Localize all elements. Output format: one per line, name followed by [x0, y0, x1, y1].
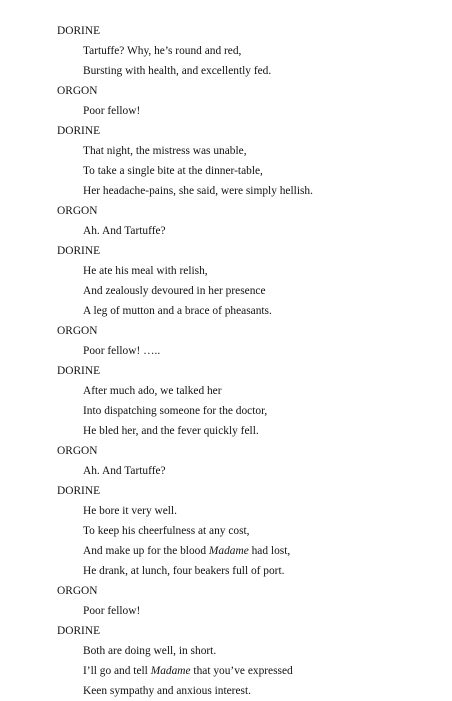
dialogue-line: [57, 221, 437, 241]
line-text: Ah. And Tartuffe?: [83, 225, 166, 237]
dialogue-line: [57, 521, 437, 541]
dialogue-line: [57, 141, 437, 161]
dialogue-line: [57, 281, 437, 301]
dialogue-line: [57, 61, 437, 81]
line-text: I’ll go and tell: [83, 665, 151, 677]
speaker-name: DORINE: [57, 245, 101, 257]
dialogue-line: [57, 261, 437, 281]
dialogue-line: [57, 641, 437, 661]
line-text: He drank, at lunch, four beakers full of port.: [83, 565, 285, 577]
dialogue-line: [57, 341, 437, 361]
line-text: Poor fellow!: [83, 605, 141, 617]
dialogue-line: [57, 41, 437, 61]
dialogue-line: [57, 101, 437, 121]
line-text: He bore it very well.: [83, 505, 177, 517]
line-text: Into dispatching someone for the doctor,: [83, 405, 268, 417]
line-text: After much ado, we talked her: [83, 385, 222, 397]
speaker-name: ORGON: [57, 85, 98, 97]
play-script: [57, 21, 437, 701]
dialogue-line: [57, 161, 437, 181]
line-text: He bled her, and the fever quickly fell.: [83, 425, 259, 437]
emphasized-text: Madame: [150, 665, 191, 677]
speaker-name: ORGON: [57, 585, 98, 597]
line-text: Her headache-pains, she said, were simply hellish.: [83, 185, 313, 197]
line-text: And make up for the blood: [83, 545, 209, 557]
line-text: Ah. And Tartuffe?: [83, 465, 166, 477]
line-text: Tartuffe? Why, he’s round and red,: [83, 45, 242, 57]
dialogue-line: [57, 421, 437, 441]
dialogue-line: [57, 381, 437, 401]
dialogue-line: [57, 501, 437, 521]
line-text: To take a single bite at the dinner-table,: [83, 165, 263, 177]
speaker-name: ORGON: [57, 205, 98, 217]
speaker-name: ORGON: [57, 325, 98, 337]
line-text: Bursting with health, and excellently fed.: [83, 65, 272, 77]
line-text: Keen sympathy and anxious interest.: [83, 685, 251, 697]
line-text: Both are doing well, in short.: [83, 645, 217, 657]
line-text: He ate his meal with relish,: [83, 265, 208, 277]
line-text: that you’ve expressed: [190, 665, 293, 677]
line-text: A leg of mutton and a brace of pheasants.: [83, 305, 272, 317]
speaker-name: ORGON: [57, 445, 98, 457]
line-text: had lost,: [248, 545, 291, 557]
emphasized-text: Madame: [208, 545, 249, 557]
speaker-name: DORINE: [57, 125, 101, 137]
dialogue-line: [57, 301, 437, 321]
dialogue-line: [57, 661, 437, 681]
speaker-name: DORINE: [57, 25, 101, 37]
dialogue-line: [57, 601, 437, 621]
dialogue-line: [57, 461, 437, 481]
line-text: To keep his cheerfulness at any cost,: [83, 525, 250, 537]
line-text: And zealously devoured in her presence: [83, 285, 266, 297]
speaker-name: DORINE: [57, 625, 101, 637]
dialogue-line: [57, 181, 437, 201]
dialogue-line: [57, 681, 437, 701]
dialogue-line: [57, 561, 437, 581]
line-text: Poor fellow!: [83, 105, 141, 117]
line-text: Poor fellow! …..: [83, 345, 161, 357]
dialogue-line: [57, 541, 437, 561]
speaker-name: DORINE: [57, 485, 101, 497]
dialogue-line: [57, 401, 437, 421]
speaker-name: DORINE: [57, 365, 101, 377]
line-text: That night, the mistress was unable,: [83, 145, 247, 157]
